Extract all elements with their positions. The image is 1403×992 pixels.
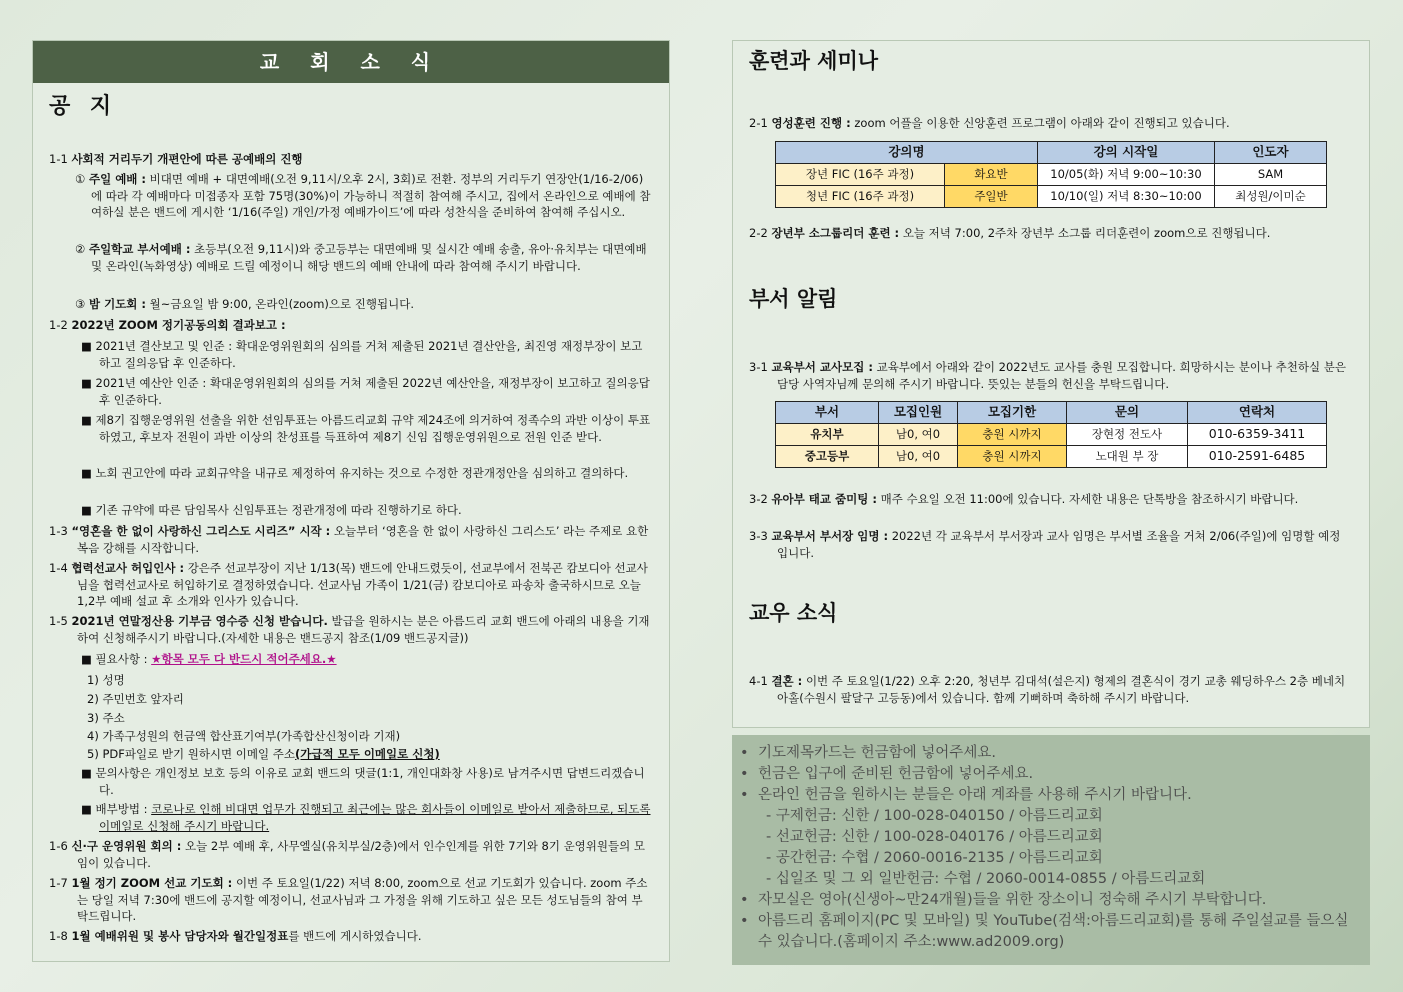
notice-line: • 자모실은 영아(신생아~만24개월)들을 위한 장소이니 정숙해 주시기 부탁합니다.: [738, 890, 1356, 911]
notice-1-2-bullet-3: ■ 제8기 집행운영위원 선출을 위한 선임투표는 아름드리교회 규약 제24조에 의거하여 정족수의 과반 이상이 투표하였고, 후보자 전원이 과반 이상의 찬성표를 득표하여 제8기 신임 집행운영위원으로 전원 인준 받다.: [81, 413, 651, 444]
table2-header: 문의: [1067, 402, 1188, 424]
table-row: [776, 424, 1327, 446]
account-line: - 구제헌금: 신한 / 100-028-040150 / 아름드리교회: [766, 808, 1103, 824]
table2-cell: 010-2591-6485: [1188, 446, 1327, 468]
training-panel: [732, 40, 1370, 728]
notice-1-5-bullet-delivery: ■ 배부방법 : 코로나로 인해 비대면 업무가 진행되고 최근에는 많은 회사들이 이메일로 받아서 제출하므로, 되도록 이메일로 신청해 주시기 바랍니다.: [81, 802, 651, 833]
notice-1-1-a: ① 주일 예배 : 비대면 예배 + 대면예배(오전 9,11시/오후 2시, 3회)로 전환. 정부의 거리두기 연장안(1/16-2/06)에 따라 각 예배마다 미접종자 포함 75명(30%)이 가능하니 적절히 참여해 주시고, 집에서 온라인으로 예배에 참여하실 분은 밴드에 게시한 ‘1/16(주일) 개인/가정 예배가이드’에 따라 성찬식을 준비하여 참여해 주십시오.: [75, 172, 651, 219]
table1-cell: 10/10(일) 저녁 8:30~10:00: [1037, 186, 1214, 208]
table-row: [776, 164, 1327, 186]
member-news-title: 교우 소식: [749, 601, 838, 625]
table1-cell: SAM: [1214, 164, 1326, 186]
req-item-4: 4) 가족구성원의 헌금액 합산표기여부(가족합산신청이라 기재): [87, 729, 401, 743]
notice-1-2: 1-2 2022년 ZOOM 정기공동의회 결과보고 :: [49, 318, 286, 332]
teacher-recruit-table: [775, 401, 1327, 468]
req-item-3: 3) 주소: [87, 711, 125, 725]
req-item-1: 1) 성명: [87, 673, 125, 687]
notice-1-6: 1-6 신·구 운영위원 회의 : 오늘 2부 예배 후, 사무엘실(유치부실/2층)에서 인수인계를 위한 7기와 8기 운영위원들의 모임이 있습니다.: [49, 839, 645, 870]
table-row: [776, 446, 1327, 468]
church-news-panel: [32, 40, 670, 962]
notice-1-5: 1-5 2021년 연말정산용 기부금 영수증 신청 받습니다. 발급을 원하시는 분은 아름드리 교회 밴드에 아래의 내용을 기재하여 신청해주시기 바랍니다.(자세한 내용은 밴드공지 참조(1/09 밴드공지글)): [49, 614, 650, 645]
table2-header: 연락처: [1188, 402, 1327, 424]
notice-1-2-bullet-1: ■ 2021년 결산보고 및 인준 : 확대운영위원회의 심의를 거쳐 제출된 2021년 결산안을, 최진영 재정부장이 보고하고 질의응답 후 인준하다.: [81, 339, 643, 370]
notice-1-4: 1-4 협력선교사 허입인사 : 강은주 선교부장이 지난 1/13(목) 밴드에 안내드렸듯이, 선교부에서 전북곤 캄보디아 선교사님을 협력선교사로 허입하기로 결정하였습니다. 선교사님 가족이 1/21(금) 캄보디아로 파송차 출국하시므로 오늘 1,2부 예배 설교 후 소개와 인사가 있습니다.: [49, 561, 648, 608]
notice-1-1-c: ③ 밤 기도회 : 월~금요일 밤 9:00, 온라인(zoom)으로 진행됩니다.: [75, 297, 414, 311]
table2-cell: 충원 시까지: [958, 446, 1067, 468]
table1-header-name: 강의명: [776, 142, 1038, 164]
bullet-dot-icon: •: [740, 892, 749, 908]
training-table: [775, 141, 1327, 208]
account-line: - 선교헌금: 신한 / 100-028-040176 / 아름드리교회: [766, 829, 1103, 845]
notice-1-3: 1-3 “영혼을 한 없이 사랑하신 그리스도 시리즈” 시작 : 오늘부터 ‘영혼을 한 없이 사랑하신 그리스도’ 라는 주제로 요한복음 강해를 시작합니다.: [49, 524, 649, 555]
notice-1-1: 1-1 사회적 거리두기 개편안에 따른 공예배의 진행: [49, 152, 303, 166]
table1-cell: 화요반: [945, 164, 1038, 186]
notice-1-5-bullet-inquiry: ■ 문의사항은 개인정보 보호 등의 이유로 교회 밴드의 댓글(1:1, 개인대화창 사용)로 남겨주시면 답변드리겠습니다.: [81, 766, 645, 797]
notice-3-3: 3-3 교육부서 부서장 임명 : 2022년 각 교육부서 부서장과 교사 임명은 부서별 조율을 거쳐 2/06(주일)에 임명할 예정입니다.: [749, 529, 1341, 560]
notice-2-2: 2-2 장년부 소그룹리더 훈련 : 오늘 저녁 7:00, 2주차 장년부 소그룹 리더훈련이 zoom으로 진행됩니다.: [749, 226, 1271, 240]
offering-notice-panel: [732, 735, 1370, 965]
table2-cell: 장현정 전도사: [1067, 424, 1188, 446]
notice-line: • 헌금은 입구에 준비된 헌금함에 넣어주세요.: [738, 764, 1356, 785]
notice-line: • 아름드리 홈페이지(PC 및 모바일) 및 YouTube(검색:아름드리교회)를 통해 주일설교를 들으실 수 있습니다.(홈페이지 주소:www.ad2009.org): [740, 913, 1349, 950]
notice-2-1: 2-1 영성훈련 진행 : zoom 어플을 이용한 신앙훈련 프로그램이 아래와 같이 진행되고 있습니다.: [749, 116, 1230, 130]
req-item-2: 2) 주민번호 앞자리: [87, 692, 184, 706]
table2-cell: 남0, 여0: [879, 424, 958, 446]
notice-section-title: 공 지: [49, 94, 118, 119]
table2-cell: 010-6359-3411: [1188, 424, 1327, 446]
table2-header: 모집인원: [879, 402, 958, 424]
notice-3-1: 3-1 교육부서 교사모집 : 교육부에서 아래와 같이 2022년도 교사를 충원 모집합니다. 희망하시는 분이나 추천하실 분은 담당 사역자님께 문의해 주시기 바랍니다. 뜻있는 분들의 헌신을 부탁드립니다.: [749, 360, 1346, 391]
notice-1-5-requirements: ■ 필요사항 : ★항목 모두 다 반드시 적어주세요.★: [81, 652, 337, 666]
req-item-5: 5) PDF파일로 받기 원하시면 이메일 주소(가급적 모두 이메일로 신청): [87, 747, 440, 761]
notice-1-2-bullet-4: ■ 노회 권고안에 따라 교회규약을 내규로 제정하여 유지하는 것으로 수정한 정관개정안을 심의하고 결의하다.: [81, 466, 629, 480]
table2-cell: 남0, 여0: [879, 446, 958, 468]
table2-header: 부서: [776, 402, 879, 424]
notice-line: • 기도제목카드는 헌금함에 넣어주세요.: [738, 743, 1356, 764]
table2-cell: 유치부: [776, 424, 879, 446]
table2-cell: 충원 시까지: [958, 424, 1067, 446]
account-line: - 십일조 및 그 외 일반헌금: 수협 / 2060-0014-0855 / 아름드리교회: [766, 871, 1206, 887]
table2-header: 모집기한: [958, 402, 1067, 424]
table2-cell: 중고등부: [776, 446, 879, 468]
notice-line: • 온라인 헌금을 원하시는 분들은 아래 계좌를 사용해 주시기 바랍니다.: [738, 785, 1356, 806]
notice-1-2-bullet-2: ■ 2021년 예산안 인준 : 확대운영위원회의 심의를 거쳐 제출된 2022년 예산안을, 재정부장이 보고하고 질의응답 후 인준하다.: [81, 376, 650, 407]
table1-cell: 장년 FIC (16주 과정): [776, 164, 945, 186]
account-line: - 공간헌금: 수협 / 2060-0016-2135 / 아름드리교회: [766, 850, 1103, 866]
table1-cell: 최성원/이미순: [1214, 186, 1326, 208]
notice-3-2: 3-2 유아부 태교 줌미팅 : 매주 수요일 오전 11:00에 있습니다. 자세한 내용은 단톡방을 참조하시기 바랍니다.: [749, 492, 1299, 506]
church-news-banner: 교 회 소 식: [33, 41, 669, 83]
table2-cell: 노대원 부 장: [1067, 446, 1188, 468]
notice-1-2-bullet-5: ■ 기존 규약에 따른 담임목사 신임투표는 정관개정에 따라 진행하기로 하다.: [81, 503, 462, 517]
bullet-dot-icon: •: [740, 745, 749, 761]
bullet-dot-icon: •: [740, 787, 749, 803]
table-row: [776, 186, 1327, 208]
bullet-dot-icon: •: [740, 913, 749, 929]
department-title: 부서 알림: [749, 287, 838, 311]
table1-header-start: 강의 시작일: [1037, 142, 1214, 164]
notice-4-1: 4-1 결혼 : 이번 주 토요일(1/22) 오후 2:20, 청년부 김대석(설은지) 형제의 결혼식이 경기 교총 웨딩하우스 2층 베네치아홀(수원시 팔달구 고등동)에서 있습니다. 함께 기뻐하며 축하해 주시기 바랍니다.: [749, 674, 1346, 705]
table1-cell: 10/05(화) 저녁 9:00~10:30: [1037, 164, 1214, 186]
training-title: 훈련과 세미나: [749, 49, 879, 73]
notice-1-7: 1-7 1월 정기 ZOOM 선교 기도회 : 이번 주 토요일(1/22) 저녁 8:00, zoom으로 선교 기도회가 있습니다. zoom 주소는 당일 저녁 7:30에 밴드에 공지할 예정이니, 선교사님과 그 가정을 위해 기도하고 싶은 모든 성도님들의 참여 부탁드립니다.: [49, 876, 648, 923]
table1-cell: 청년 FIC (16주 과정): [776, 186, 945, 208]
table1-cell: 주일반: [945, 186, 1038, 208]
bullet-dot-icon: •: [740, 766, 749, 782]
notice-1-8: 1-8 1월 예배위원 및 봉사 담당자와 월간일정표를 밴드에 게시하였습니다.: [49, 929, 422, 943]
table1-header-leader: 인도자: [1214, 142, 1326, 164]
notice-1-1-b: ② 주일학교 부서예배 : 초등부(오전 9,11시)와 중고등부는 대면예배 및 실시간 예배 송출, 유아·유치부는 대면예배 및 온라인(녹화영상) 예배로 드릴 예정이니 해당 밴드의 예배 안내에 따라 참여해 주시기 바랍니다.: [75, 242, 647, 273]
